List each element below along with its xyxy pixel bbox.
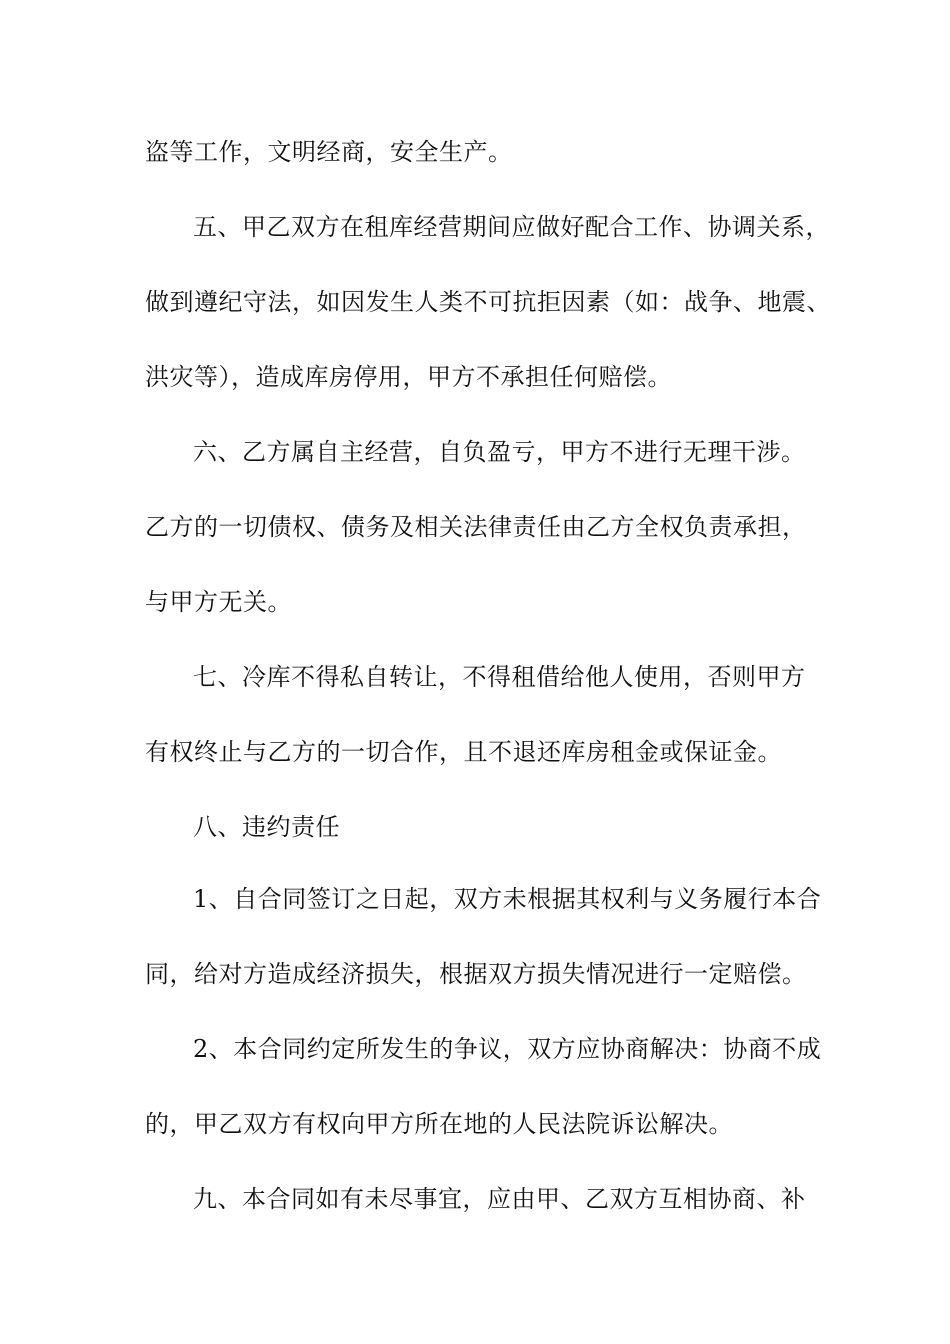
text-line: 乙方的一切债权、债务及相关法律责任由乙方全权负责承担，	[145, 513, 807, 541]
text-line: 的，甲乙双方有权向甲方所在地的人民法院诉讼解决。	[145, 1110, 733, 1138]
text-line: 九、本合同如有未尽事宜，应由甲、乙双方互相协商、补	[193, 1185, 806, 1213]
text-line: 六、乙方属自主经营，自负盈亏，甲方不进行无理干涉。	[193, 438, 806, 466]
text-line: 洪灾等），造成库房停用，甲方不承担任何赔偿。	[145, 363, 672, 391]
text-line: 同，给对方造成经济损失，根据双方损失情况进行一定赔偿。	[145, 960, 807, 988]
text-line: 五、甲乙双方在租库经营期间应做好配合工作、协调关系，	[193, 213, 830, 241]
text-line: 1、自合同签订之日起，双方未根据其权利与义务履行本合	[193, 885, 822, 913]
text-line: 有权终止与乙方的一切合作，且不退还库房租金或保证金。	[145, 738, 782, 766]
text-line: 做到遵纪守法，如因发生人类不可抗拒因素（如：战争、地震、	[145, 288, 831, 316]
text-line: 盗等工作，文明经商，安全生产。	[145, 138, 513, 166]
text-line: 七、冷库不得私自转让，不得租借给他人使用，否则甲方	[193, 663, 806, 691]
text-line: 与甲方无关。	[145, 588, 292, 616]
text-line: 2、本合同约定所发生的争议，双方应协商解决：协商不成	[193, 1035, 822, 1063]
section-heading: 八、违约责任	[193, 813, 340, 841]
